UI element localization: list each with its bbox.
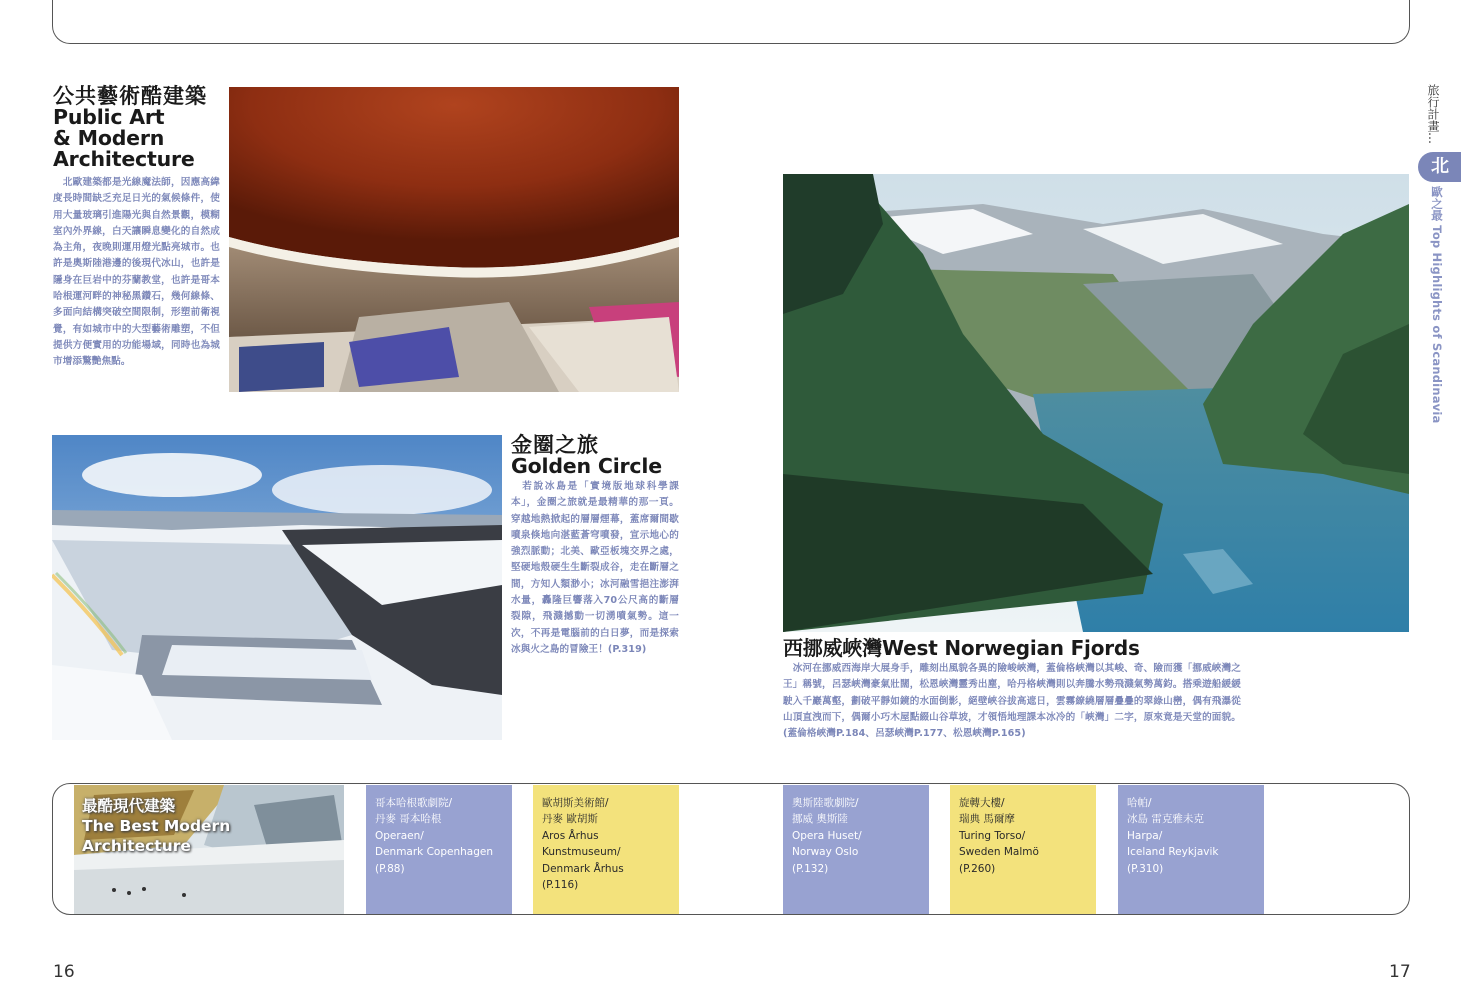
arch-card-oslo-opera bbox=[783, 785, 929, 914]
top-frame bbox=[52, 0, 1410, 44]
public-art-title-en-1: Public Art bbox=[53, 105, 165, 130]
arch-card-line: (P.260) bbox=[959, 862, 996, 875]
golden-circle-body: 若說冰島是「實境版地球科學課本」，金圈之旅就是最精華的那一頁。穿越地熱掀起的層層煙幕，蓋席爾間歇噴泉倏地向湛藍蒼穹噴發，宣示地心的強烈脈動；北美、歐亞板塊交界之處，堅硬地殼硬生生斷裂成谷，走在斷層之間，方知人類渺小；冰河融雪挹注澎湃水量，轟隆巨響落入70公尺高的斷層裂隙，飛濺撼動一切湧噴氣勢。這一次，不再是電腦前的白日夢，而是探索冰與火之島的冒險王！(P.319) bbox=[511, 481, 679, 655]
arch-card-line: (P.310) bbox=[1127, 862, 1164, 875]
page-number-left: 16 bbox=[53, 962, 75, 982]
arch-card-line: (P.88) bbox=[375, 862, 405, 875]
arch-card-line: Denmark Århus bbox=[542, 862, 624, 875]
rock-church-photo bbox=[229, 87, 679, 392]
arch-card-line: 冰島 雷克雅未克 bbox=[1127, 813, 1204, 826]
arch-card-line: Kunstmuseum/ bbox=[542, 846, 621, 859]
arch-card-line: 瑞典 馬爾摩 bbox=[959, 813, 1015, 826]
page-number-right: 17 bbox=[1389, 962, 1411, 982]
public-art-title bbox=[53, 86, 223, 170]
arch-card-line: Denmark Copenhagen bbox=[375, 846, 494, 859]
arch-card-line: 挪威 奧斯陸 bbox=[792, 813, 848, 826]
golden-circle-title bbox=[511, 435, 681, 477]
arch-card-line: 哈帕/ bbox=[1127, 797, 1152, 809]
arch-card-line: (P.116) bbox=[542, 879, 579, 892]
arch-card-line: Turing Torso/ bbox=[959, 829, 1026, 842]
arch-card-harpa bbox=[1118, 785, 1264, 914]
arch-card-line: 旋轉大樓/ bbox=[959, 797, 1005, 809]
side-tab bbox=[1401, 84, 1461, 424]
arch-card-line: Iceland Reykjavik bbox=[1127, 846, 1219, 859]
public-art-body: 北歐建築都是光線魔法師，因應高緯度長時間缺乏充足日光的氣候條件，使用大量玻璃引進陽光與自然景觀，模糊室內外界線，白天讓瞬息變化的自然成為主角，夜晚則運用燈光點亮城市。也許是奧斯陸港邊的後現代冰山，也許是隱身在巨岩中的芬蘭教堂，也許是哥本哈根運河畔的神秘黑鑽石，幾何線條、多面向結構突破空間限制，形塑前衛視覺，有如城市中的大型藝術雕塑，不但提供方便實用的功能場域，同時也為城市增添驚艷焦點。 bbox=[53, 177, 220, 368]
golden-circle-title-zh: 金圈之旅 bbox=[511, 433, 599, 457]
arch-card-line: Norway Oslo bbox=[792, 846, 859, 859]
arch-card-line: 丹麥 哥本哈根 bbox=[375, 813, 442, 826]
best-modern-title-zh: 最酷現代建築 bbox=[82, 797, 176, 815]
fjords-title bbox=[783, 638, 1343, 658]
arch-card-line: Harpa/ bbox=[1127, 829, 1163, 842]
fjord-photo bbox=[783, 174, 1409, 632]
side-tab-top-text: 旅行計畫… bbox=[1426, 84, 1440, 144]
fjords-title-text: 西挪威峽灣West Norwegian Fjords bbox=[783, 636, 1140, 660]
gullfoss-photo bbox=[52, 435, 502, 740]
arch-card-line: Aros Århus bbox=[542, 829, 599, 842]
fjords-body: 冰河在挪威西海岸大展身手，雕刻出風貌各異的險峻峽灣，蓋倫格峽灣以其峻、奇、險而獲「挪威峽灣之王」稱號，呂瑟峽灣豪氣壯闊，松恩峽灣靈秀出塵，哈丹格峽灣則以奔騰水勢飛濺氣勢萬鈞。搭乘遊船緩緩駛入千巖萬壑，劃破平靜如鏡的水面倒影，絕壁峽谷拔高遮日，雲霧繚繞層層疊疊的翠綠山巒，偶有飛瀑從山頂直洩而下，偶爾小巧木屋點綴山谷草坡，才領悟地理課本冰冷的「峽灣」二字，原來竟是天堂的面貌。(蓋倫格峽灣P.184、呂瑟峽灣P.177、松恩峽灣P.165) bbox=[783, 663, 1241, 740]
arch-card-line: Opera Huset/ bbox=[792, 829, 862, 842]
arch-card-line: 歐胡斯美術館/ bbox=[542, 797, 609, 809]
arch-card-copenhagen-opera bbox=[366, 785, 512, 914]
arch-card-line: 丹麥 歐胡斯 bbox=[542, 813, 598, 826]
public-art-title-en-3: Architecture bbox=[53, 147, 195, 172]
best-modern-title-en-1: The Best Modern bbox=[82, 817, 231, 835]
side-tab-bottom-text: 歐之最 Top Highlights of Scandinavia bbox=[1430, 186, 1444, 424]
arch-card-line: Sweden Malmö bbox=[959, 846, 1039, 859]
arch-card-line: (P.132) bbox=[792, 862, 829, 875]
best-modern-title bbox=[82, 796, 230, 856]
side-tab-badge: 北 bbox=[1418, 152, 1461, 182]
public-art-title-en-2: & Modern bbox=[53, 126, 165, 151]
arch-card-line: 哥本哈根歌劇院/ bbox=[375, 797, 453, 809]
best-modern-title-en-2: Architecture bbox=[82, 837, 191, 855]
arch-card-turning-torso bbox=[950, 785, 1096, 914]
golden-circle-title-en: Golden Circle bbox=[511, 454, 662, 479]
arch-card-line: 奧斯陸歌劇院/ bbox=[792, 797, 859, 809]
public-art-title-zh: 公共藝術酷建築 bbox=[53, 84, 207, 108]
arch-card-aros bbox=[533, 785, 679, 914]
arch-card-line: Operaen/ bbox=[375, 829, 424, 842]
